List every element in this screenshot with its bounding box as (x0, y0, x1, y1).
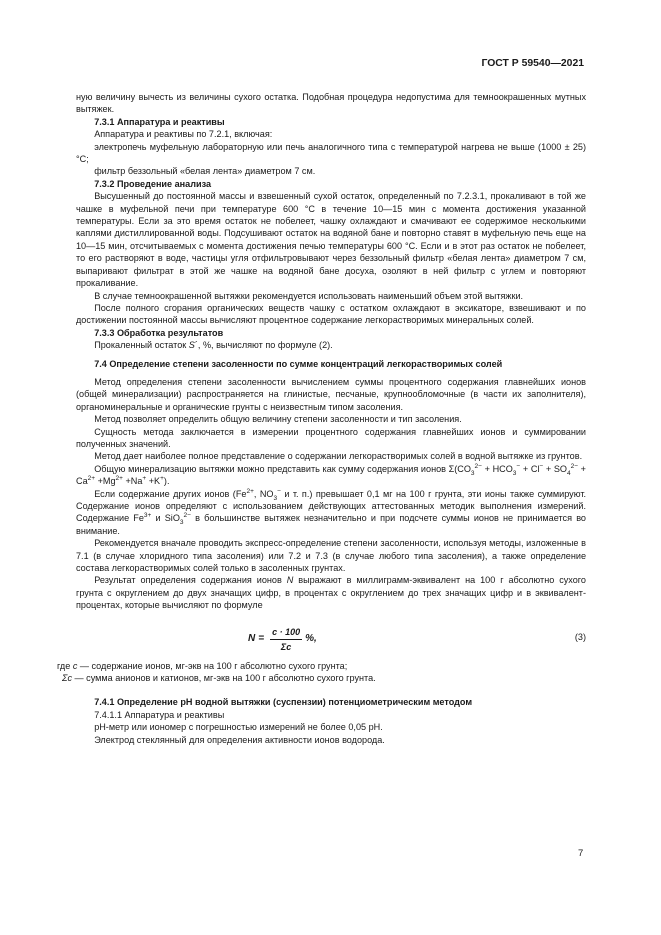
formula-numerator: c · 100 (270, 626, 302, 640)
section-heading-7-4: 7.4 Определение степени засоленности по сумме концентраций легкорастворимых солей (94, 358, 503, 369)
section-heading-7-3-1: 7.3.1 Аппаратура и реактивы (94, 116, 225, 127)
paragraph: электропечь муфельную лабораторную или печь аналогичного типа с температурой нагрева не выше (1000 ± 25) °С; (76, 141, 586, 165)
paragraph-ion-sum: Общую минерализацию вытяжки можно представить как сумму содержания ионов $\Sigma(CO_3^{2-} + HCO_3^- + Cl^- + SO_4^{2-} + Ca^{2+} +Mg^{2+} +Na^+ +K^+)$. (76, 462, 586, 487)
paragraph: ную величину вычесть из величины сухого остатка. Подобная процедура недопустима для темноокрашенных мутных вытяжек. (76, 92, 586, 115)
formula-fraction (270, 626, 302, 654)
paragraph: 7.4.1.1 Аппаратура и реактивы (94, 709, 225, 720)
paragraph: В случае темноокрашенной вытяжки рекомендуется использовать наименьший объем этой вытяжки. (94, 290, 524, 301)
formula-legend-sum-c: Σc — сумма анионов и катионов, мг-экв на 100 г абсолютно сухого грунта. (62, 673, 376, 684)
spacer (76, 684, 586, 696)
paragraph: Аппаратура и реактивы по 7.2.1, включая: (94, 129, 273, 140)
section-heading-7-3-3: 7.3.3 Обработка результатов (94, 327, 224, 338)
paragraph: Рекомендуется вначале проводить экспресс-определение степени засоленности, используя методы, изложенные в 7.1 (в случае хлоридного типа засоления) или 7.2 и 7.3 (в случае любого типа засоления), а также определение состава легкорастворимых солей только в засоленных грунтах. (76, 538, 586, 574)
section-heading-7-4-1: 7.4.1 Определение pH водной вытяжки (суспензии) потенциометрическим методом (94, 697, 473, 708)
standard-designation: ГОСТ Р 59540—2021 (481, 58, 584, 69)
paragraph: Сущность метода заключается в измерении процентного содержания главнейших ионов и суммировании полученных значений. (76, 426, 586, 449)
paragraph: Метод дает наиболее полное представление о содержании легкорастворимых солей в водной вытяжке из грунтов. (94, 451, 583, 462)
paragraph: фильтр беззольный «белая лента» диаметром 7 см. (94, 166, 316, 177)
formula-number: (3) (574, 631, 586, 642)
paragraph: Результат определения содержания ионов N выражают в миллиграмм-эквивалент на 100 г абсолютно сухого грунта с округлением до двух значащих цифр, в процентах с округлением до трех значащих цифр и в эквивалент-процентах, которые вычисляют по формуле (76, 575, 586, 611)
paragraph: Метод позволяет определить общую величину степени засоленности и тип засоления. (94, 414, 462, 425)
formula-lhs: N (248, 633, 256, 645)
paragraph: После полного сгорания органических веществ чашку с остатком охлаждают в эксикаторе, взвешивают и по достижении постоянной массы вычисляют процентное содержание легкорастворимых минеральных солей. (76, 302, 586, 326)
paragraph: pH-метр или иономер с погрешностью измерений не более 0,05 pH. (94, 722, 383, 733)
formula-equals: = (258, 633, 265, 645)
section-heading-7-3-2: 7.3.2 Проведение анализа (94, 178, 212, 189)
document-body (57, 91, 587, 746)
formula-denominator: Σc (280, 642, 292, 653)
paragraph: Прокаленный остаток S´, %, вычисляют по формуле (2). (94, 340, 333, 351)
paragraph: Высушенный до постоянной массы и взвешенный сухой остаток, определенный по 7.2.3.1, прокаливают в той же чашке в муфельной печи при температуре 600 °С в течение 10—15 мин с момента достижения указанной температуры. Если за это время остаток не побелеет, чашку охлаждают и смачивают ее содержимое несколькими каплями дистиллированной воды. Подсушивают остаток на водяной бане и повторно ставят в муфельную печь еще на 10—15 мин, отсчитываемых с момента достижения печью температуры 600 °С. Если и в этот раз остаток не побелеет, то его растворяют в воде, частицы угля отфильтровывают через беззольный фильтр «белая лента» диаметром 7 см, выпаривают фильтрат в этой же чашке на водяной бане досуха, озоляют в ней фильтр с углем и повторяют прокаливание. (76, 191, 586, 289)
formula-legend-c: где c — содержание ионов, мг-экв на 100 г абсолютно сухого грунта; (57, 660, 348, 671)
paragraph-other-ions: Если содержание других ионов ($Fe^{2+}$, $NO_3^-$ и т. п.) превышает 0,1 мг на 100 г грунта, эти ионы также суммируют. Содержание ионов определяют с использованием действующих аттестованных методик выполнения измерений. Содержание $Fe^{3+}$ и SiO$_3^{2-}$ в большинстве вытяжек незначительно и при подсчете суммы ионов не принимается во внимание. (76, 487, 587, 536)
formula-3 (76, 614, 586, 660)
paragraph: Метод определения степени засоленности вычислением суммы процентного содержания главнейших ионов (общей минерализации) распространяется на глинистые, песчаные, крупнообломочные (в части их заполнителя), органоминеральные и органические грунты с неизвестным типом засоления. (76, 376, 586, 412)
formula-expression (248, 626, 317, 654)
formula-unit: %, (305, 633, 317, 645)
paragraph: Электрод стеклянный для определения активности ионов водорода. (94, 734, 385, 745)
page-number: 7 (578, 848, 584, 859)
